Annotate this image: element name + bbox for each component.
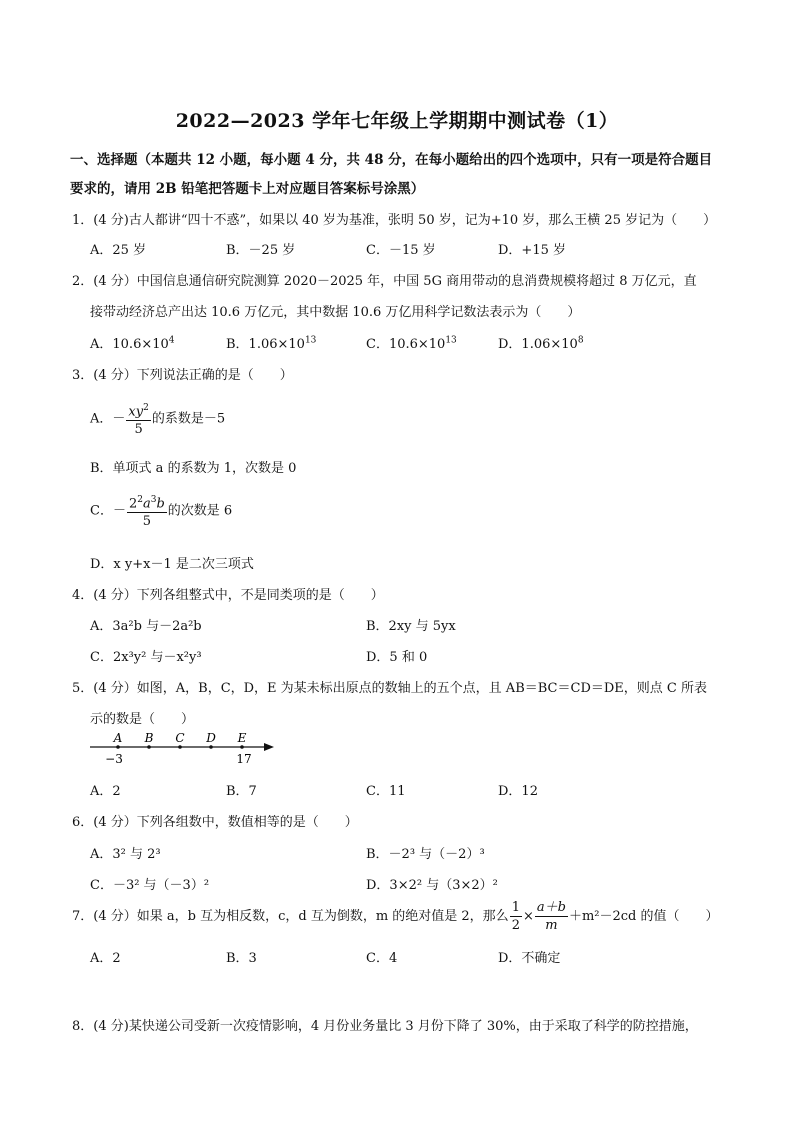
q1-option-a: A．25 岁 <box>90 243 147 258</box>
point-a-dot <box>116 745 120 749</box>
value-label-a: −3 <box>105 752 123 766</box>
q5-option-c: C．11 <box>366 784 406 799</box>
question-3-text: 3．(4 分）下列说法正确的是（ ） <box>72 368 293 383</box>
q2-option-a: A．$10.6\times 10^4$ <box>90 335 175 352</box>
q6-option-c: C．－3² 与（－3）² <box>90 878 210 893</box>
q7-fraction-sum-over-m: $\frac{a+b}{m}$ <box>536 900 566 933</box>
q3-a-fraction: $\frac{xy^2}{5}$ <box>126 400 150 438</box>
q3-option-c: C．－ $\frac{2^2a^3b}{5}$ 的次数是 6 <box>90 492 232 530</box>
point-c-dot <box>178 745 182 749</box>
question-6-text: 6．(4 分）下列各组数中，数值相等的是（ ） <box>72 815 358 830</box>
value-label-e: 17 <box>236 752 252 766</box>
q4-option-c: C．2x³y² 与－x²y³ <box>90 650 202 665</box>
q4-option-b: B．2xy 与 5yx <box>366 619 456 634</box>
q7-option-b: B．3 <box>226 951 257 966</box>
question-4-text: 4．(4 分）下列各组整式中，不是同类项的是（ ） <box>72 588 384 603</box>
q2-option-c: C．$10.6\times 10^{13}$ <box>366 335 457 352</box>
q7-option-a: A．2 <box>90 951 121 966</box>
point-b-dot <box>147 745 151 749</box>
q5-option-b: B．7 <box>226 784 257 799</box>
q1-option-d: D．+15 岁 <box>498 243 566 258</box>
q7-option-c: C．4 <box>366 951 398 966</box>
question-7-text: 7．(4 分）如果 a，b 互为相反数，c，d 互为倒数，m 的绝对值是 2，那么 $\frac{1}{2}$ × $\frac{a+b}{m}$ ＋m²－2cd 的值（ ） <box>72 900 719 933</box>
q3-c-fraction: $\frac{2^2a^3b}{5}$ <box>127 492 167 530</box>
number-line-arrow <box>264 743 274 751</box>
q2-option-d: D．$1.06\times 10^8$ <box>498 335 584 352</box>
section-heading-line-2: 要求的，请用 2B 铅笔把答题卡上对应题目答案标号涂黑） <box>70 181 425 197</box>
point-e-dot <box>240 745 244 749</box>
question-5-line-2: 示的数是（ ） <box>90 712 195 727</box>
point-d-dot <box>209 745 213 749</box>
question-1-text: 1．(4 分)古人都讲“四十不惑”，如果以 40 岁为基准，张明 50 岁，记为+10 岁，那么王横 25 岁记为（ ） <box>72 213 717 228</box>
point-label-c: C <box>175 732 185 745</box>
q2-option-b: B．$1.06\times 10^{13}$ <box>226 335 317 352</box>
q3-option-d: D．x y+x－1 是二次三项式 <box>90 557 254 572</box>
q1-option-c: C．－15 岁 <box>366 243 436 258</box>
number-line-figure <box>88 732 288 768</box>
question-5-line-1: 5．(4 分）如图，A，B，C，D，E 为某未标出原点的数轴上的五个点，且 AB＝BC＝CD＝DE，则点 C 所表 <box>72 681 707 696</box>
point-label-d: D <box>206 732 216 745</box>
q4-option-a: A．3a²b 与－2a²b <box>90 619 202 634</box>
question-2-line-1: 2．(4 分）中国信息通信研究院测算 2020－2025 年，中国 5G 商用带动的息消费规模将超过 8 万亿元，直 <box>72 274 697 289</box>
question-2-line-2: 接带动经济总产出达 10.6 万亿元，其中数据 10.6 万亿用科学记数法表示为（ ） <box>90 305 581 320</box>
q5-option-a: A．2 <box>90 784 121 799</box>
q6-option-d: D．3×2² 与（3×2）² <box>366 878 498 893</box>
section-heading-line-1: 一、选择题（本题共 12 小题，每小题 4 分，共 48 分，在每小题给出的四个选项中，只有一项是符合题目 <box>70 152 713 168</box>
q6-option-b: B．－2³ 与（－2）³ <box>366 847 485 862</box>
q4-option-d: D．5 和 0 <box>366 650 428 665</box>
q6-option-a: A．3² 与 2³ <box>90 847 161 862</box>
q3-option-b: B．单项式 a 的系数为 1，次数是 0 <box>90 461 297 476</box>
q5-option-d: D．12 <box>498 784 538 799</box>
q3-option-a: A．－ $\frac{xy^2}{5}$ 的系数是－5 <box>90 400 225 438</box>
question-8-text: 8．(4 分)某快递公司受新一次疫情影响，4 月份业务量比 3 月份下降了 30%，由于采取了科学的防控措施， <box>72 1019 698 1034</box>
q7-option-d: D．不确定 <box>498 951 561 966</box>
point-label-e: E <box>237 732 247 745</box>
point-label-b: B <box>144 732 154 745</box>
q7-fraction-half: $\frac{1}{2}$ <box>511 900 520 933</box>
point-label-a: A <box>113 732 123 745</box>
q1-option-b: B．－25 岁 <box>226 243 296 258</box>
page-title: 2022—2023 学年七年级上学期期中测试卷（1） <box>175 110 619 132</box>
